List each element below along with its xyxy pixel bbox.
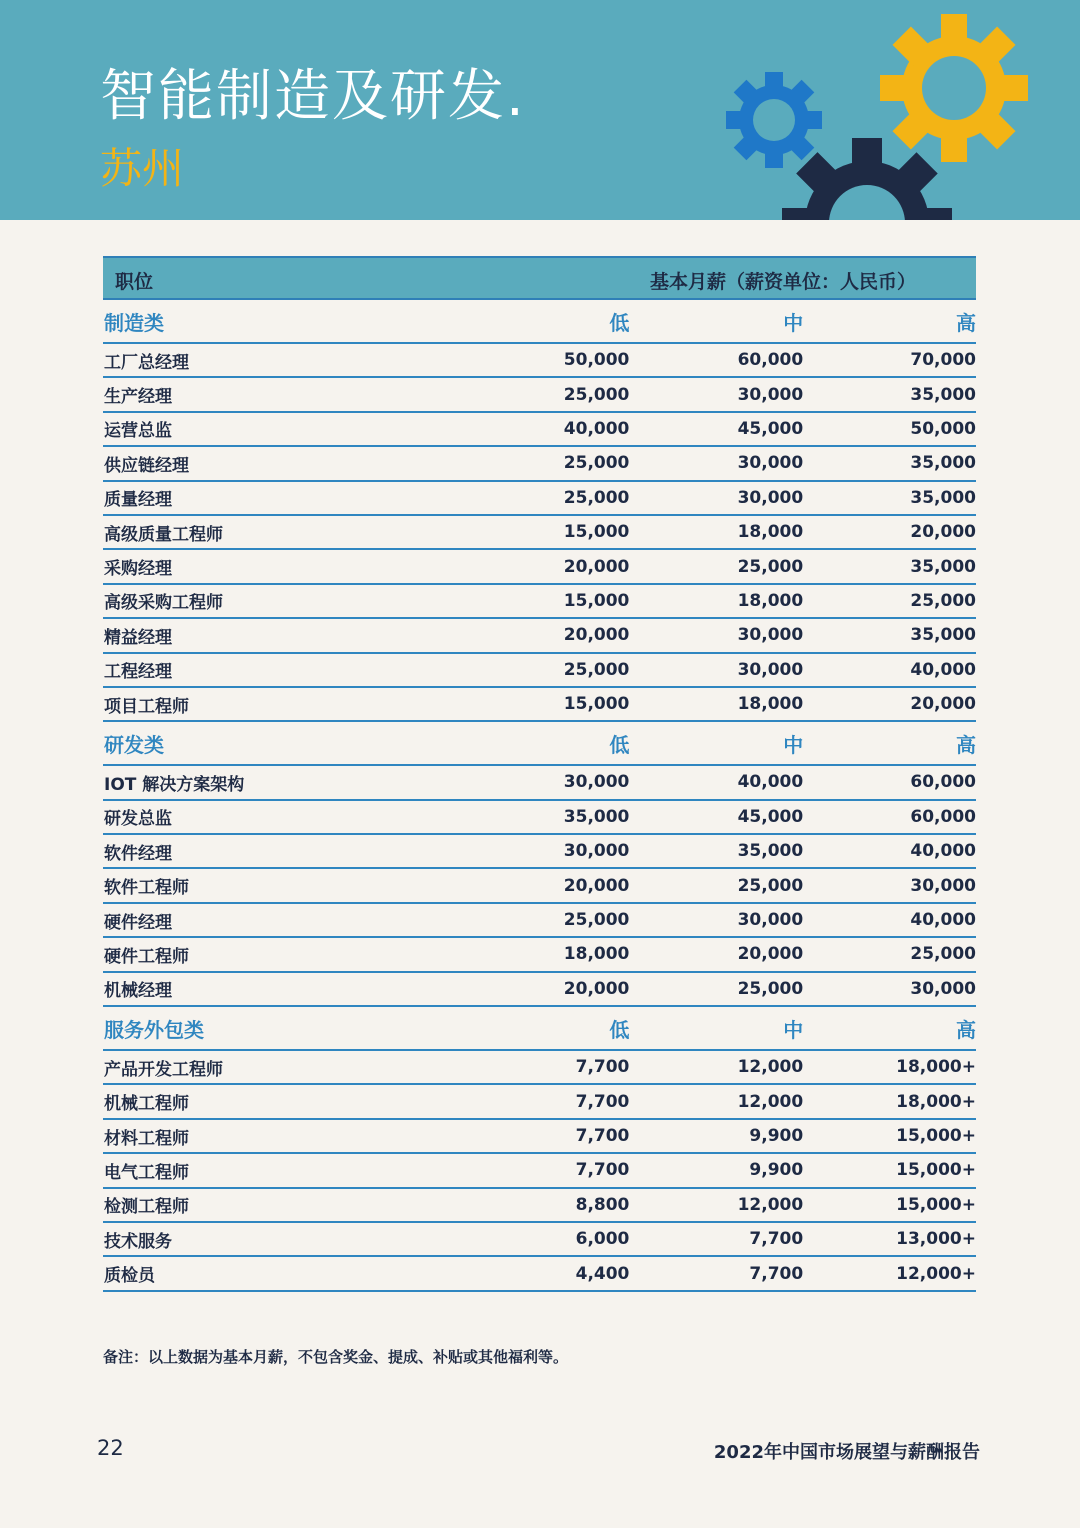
low-salary-cell: 20,000 xyxy=(563,556,630,577)
mid-label: 中 xyxy=(783,1017,804,1042)
table-row xyxy=(103,482,976,516)
position-cell: 研发总监 xyxy=(104,809,172,830)
table-row xyxy=(103,1051,976,1085)
high-salary-cell: 30,000 xyxy=(910,875,976,896)
position-cell: 运营总监 xyxy=(104,421,172,442)
mid-salary-cell: 12,000 xyxy=(737,1194,804,1215)
section-name: 研发类 xyxy=(104,732,164,757)
table-header xyxy=(103,256,976,300)
mid-salary-cell: 60,000 xyxy=(737,350,804,371)
position-cell: 机械经理 xyxy=(104,981,172,1002)
position-cell: 高级采购工程师 xyxy=(104,593,223,614)
position-cell: 高级质量工程师 xyxy=(104,524,223,545)
mid-salary-cell: 25,000 xyxy=(737,978,804,999)
position-cell: 供应链经理 xyxy=(104,455,189,476)
page-number: 22 xyxy=(97,1436,124,1460)
high-salary-cell: 60,000 xyxy=(910,806,976,827)
table-row xyxy=(103,585,976,619)
high-salary-cell: 18,000+ xyxy=(896,1057,976,1078)
low-salary-cell: 15,000 xyxy=(563,694,630,715)
header-banner xyxy=(0,0,1080,220)
table-row xyxy=(103,516,976,550)
low-salary-cell: 6,000 xyxy=(575,1229,630,1250)
table-row xyxy=(103,1085,976,1119)
table-row xyxy=(103,938,976,972)
report-title: 2022年中国市场展望与薪酬报告 xyxy=(713,1442,980,1463)
table-row xyxy=(103,1120,976,1154)
high-salary-cell: 18,000+ xyxy=(896,1091,976,1112)
section-header-row xyxy=(103,300,976,344)
position-cell: 电气工程师 xyxy=(104,1162,189,1183)
table-row xyxy=(103,1189,976,1223)
low-salary-cell: 7,700 xyxy=(575,1126,630,1146)
mid-salary-cell: 9,900 xyxy=(749,1160,804,1181)
mid-salary-cell: 18,000 xyxy=(737,522,804,543)
salary-table xyxy=(103,256,976,1292)
low-salary-cell: 7,700 xyxy=(575,1091,630,1112)
low-salary-cell: 15,000 xyxy=(563,590,630,611)
mid-salary-cell: 20,000 xyxy=(737,944,804,965)
high-salary-cell: 15,000+ xyxy=(896,1126,976,1146)
position-cell: 工厂总经理 xyxy=(104,352,189,373)
high-salary-cell: 13,000+ xyxy=(896,1229,976,1250)
position-cell: 产品开发工程师 xyxy=(104,1059,223,1080)
low-salary-cell: 20,000 xyxy=(563,978,630,999)
low-salary-cell: 30,000 xyxy=(563,772,630,793)
low-label: 低 xyxy=(609,1017,630,1042)
low-salary-cell: 25,000 xyxy=(563,453,630,474)
position-cell: 生产经理 xyxy=(104,387,172,408)
low-salary-cell: 4,400 xyxy=(575,1263,630,1284)
high-label: 高 xyxy=(955,310,976,335)
position-cell: 材料工程师 xyxy=(104,1128,189,1149)
high-label: 高 xyxy=(955,1017,976,1042)
mid-salary-cell: 45,000 xyxy=(737,806,804,827)
city-subtitle: 苏州 xyxy=(100,144,185,193)
high-salary-cell: 35,000 xyxy=(910,453,976,474)
high-salary-cell: 35,000 xyxy=(910,384,976,405)
low-salary-cell: 20,000 xyxy=(563,625,630,646)
position-cell: 质检员 xyxy=(104,1266,155,1287)
page-title: 智能制造及研发. xyxy=(100,64,526,129)
table-row xyxy=(103,447,976,481)
table-row xyxy=(103,550,976,584)
high-salary-cell: 15,000+ xyxy=(896,1160,976,1181)
table-row xyxy=(103,1257,976,1291)
table-row xyxy=(103,619,976,653)
high-salary-cell: 70,000 xyxy=(910,350,976,371)
table-row xyxy=(103,344,976,378)
high-salary-cell: 40,000 xyxy=(910,910,976,931)
low-salary-cell: 7,700 xyxy=(575,1057,630,1078)
mid-salary-cell: 30,000 xyxy=(737,659,804,680)
column-header-salary: 基本月薪（薪资单位：人民币） xyxy=(649,271,916,293)
mid-salary-cell: 7,700 xyxy=(749,1263,804,1284)
position-cell: 采购经理 xyxy=(104,559,172,580)
table-row xyxy=(103,801,976,835)
high-salary-cell: 35,000 xyxy=(910,487,976,508)
table-row xyxy=(103,835,976,869)
low-salary-cell: 7,700 xyxy=(575,1160,630,1181)
position-cell: 软件工程师 xyxy=(104,878,189,899)
table-row xyxy=(103,869,976,903)
position-cell: 项目工程师 xyxy=(104,696,189,717)
high-salary-cell: 60,000 xyxy=(910,772,976,793)
high-salary-cell: 25,000 xyxy=(910,590,976,611)
mid-salary-cell: 12,000 xyxy=(737,1057,804,1078)
low-label: 低 xyxy=(609,732,630,757)
high-salary-cell: 30,000 xyxy=(910,978,976,999)
high-salary-cell: 20,000 xyxy=(910,694,976,715)
low-salary-cell: 30,000 xyxy=(563,841,630,862)
low-salary-cell: 20,000 xyxy=(563,875,630,896)
table-row xyxy=(103,413,976,447)
mid-salary-cell: 35,000 xyxy=(737,841,804,862)
mid-salary-cell: 30,000 xyxy=(737,384,804,405)
mid-salary-cell: 30,000 xyxy=(737,487,804,508)
low-salary-cell: 40,000 xyxy=(563,418,630,439)
mid-salary-cell: 40,000 xyxy=(737,772,804,793)
low-salary-cell: 18,000 xyxy=(563,944,630,965)
mid-salary-cell: 18,000 xyxy=(737,694,804,715)
section-name: 服务外包类 xyxy=(104,1017,204,1042)
table-row xyxy=(103,904,976,938)
position-cell: 硬件经理 xyxy=(104,912,172,933)
mid-salary-cell: 9,900 xyxy=(749,1126,804,1146)
mid-salary-cell: 7,700 xyxy=(749,1229,804,1250)
section-header-row xyxy=(103,1007,976,1051)
high-label: 高 xyxy=(955,732,976,757)
high-salary-cell: 35,000 xyxy=(910,556,976,577)
high-salary-cell: 20,000 xyxy=(910,522,976,543)
table-row xyxy=(103,1154,976,1188)
high-salary-cell: 40,000 xyxy=(910,841,976,862)
mid-salary-cell: 12,000 xyxy=(737,1091,804,1112)
mid-salary-cell: 30,000 xyxy=(737,625,804,646)
position-cell: 机械工程师 xyxy=(104,1094,189,1115)
mid-salary-cell: 18,000 xyxy=(737,590,804,611)
position-cell: 软件经理 xyxy=(104,843,172,864)
low-salary-cell: 35,000 xyxy=(563,806,630,827)
position-cell: IOT 解决方案架构 xyxy=(104,774,245,795)
low-salary-cell: 15,000 xyxy=(563,522,630,543)
position-cell: 工程经理 xyxy=(104,662,172,683)
mid-salary-cell: 30,000 xyxy=(737,453,804,474)
low-label: 低 xyxy=(609,310,630,335)
low-salary-cell: 8,800 xyxy=(575,1194,630,1215)
low-salary-cell: 25,000 xyxy=(563,659,630,680)
footnote: 备注：以上数据为基本月薪，不包含奖金、提成、补贴或其他福利等。 xyxy=(103,1348,569,1366)
position-cell: 硬件工程师 xyxy=(104,946,189,967)
high-salary-cell: 15,000+ xyxy=(896,1194,976,1215)
gear-icon xyxy=(782,138,952,220)
table-body xyxy=(103,300,976,1292)
mid-salary-cell: 45,000 xyxy=(737,418,804,439)
table-row xyxy=(103,654,976,688)
mid-label: 中 xyxy=(783,732,804,757)
position-cell: 精益经理 xyxy=(104,627,172,648)
position-cell: 技术服务 xyxy=(104,1231,172,1252)
low-salary-cell: 25,000 xyxy=(563,487,630,508)
position-cell: 检测工程师 xyxy=(104,1197,189,1218)
low-salary-cell: 50,000 xyxy=(563,350,630,371)
table-row xyxy=(103,688,976,722)
mid-salary-cell: 30,000 xyxy=(737,910,804,931)
table-row xyxy=(103,973,976,1007)
low-salary-cell: 25,000 xyxy=(563,384,630,405)
section-name: 制造类 xyxy=(104,310,164,335)
mid-label: 中 xyxy=(783,310,804,335)
section-header-row xyxy=(103,722,976,766)
high-salary-cell: 40,000 xyxy=(910,659,976,680)
table-row xyxy=(103,766,976,800)
high-salary-cell: 50,000 xyxy=(910,418,976,439)
table-row xyxy=(103,378,976,412)
high-salary-cell: 25,000 xyxy=(910,944,976,965)
mid-salary-cell: 25,000 xyxy=(737,556,804,577)
high-salary-cell: 12,000+ xyxy=(896,1263,976,1284)
low-salary-cell: 25,000 xyxy=(563,910,630,931)
table-row xyxy=(103,1223,976,1257)
mid-salary-cell: 25,000 xyxy=(737,875,804,896)
column-header-position: 职位 xyxy=(115,271,154,293)
high-salary-cell: 35,000 xyxy=(910,625,976,646)
position-cell: 质量经理 xyxy=(104,490,172,511)
